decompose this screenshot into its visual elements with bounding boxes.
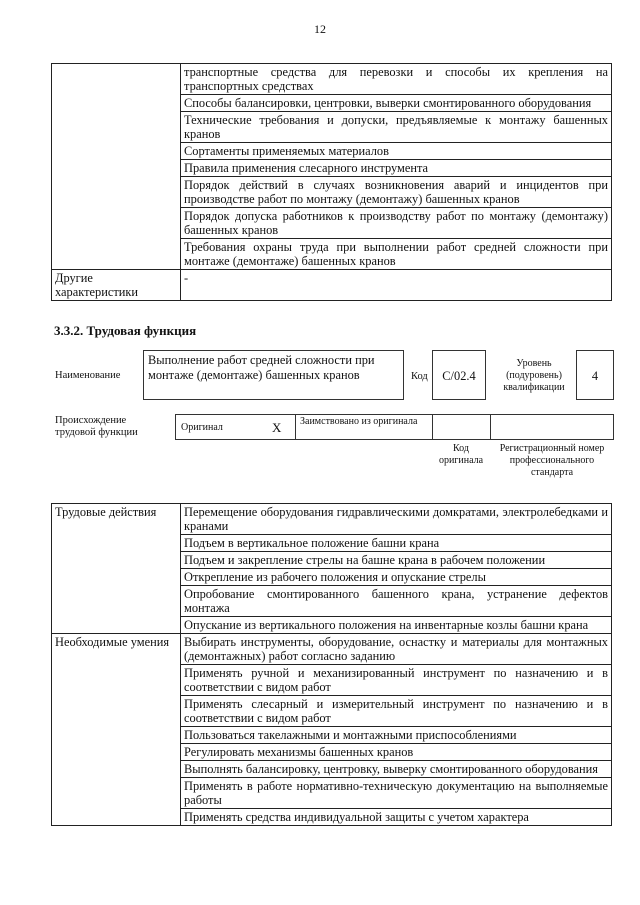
qualification-level-box: 4 xyxy=(576,350,614,400)
row-label-empty xyxy=(52,64,181,270)
code-label: Код xyxy=(411,371,428,382)
skill-item: Регулировать механизмы башенных кранов xyxy=(181,744,612,761)
knowledge-item: Порядок допуска работников к производству работ по монтажу (демонтажу) башенных кранов xyxy=(181,208,612,239)
code-original-caption: Код оригинала xyxy=(438,443,484,466)
knowledge-item: Порядок действий в случаях возникновения аварий и инцидентов при производстве работ по монтажу (демонтажу) башенных кранов xyxy=(181,177,612,208)
skill-item: Применять ручной и механизированный инструмент по назначению и в соответствии с видом работ xyxy=(181,665,612,696)
divider xyxy=(432,415,433,439)
table-row xyxy=(52,504,612,535)
action-item: Перемещение оборудования гидравлическими домкратами, электролебедками и кранами xyxy=(181,504,612,535)
knowledge-item: Требования охраны труда при выполнении работ средней сложности при монтаже (демонтаже) башенных кранов xyxy=(181,239,612,270)
action-item: Подъем в вертикальное положение башни крана xyxy=(181,535,612,552)
origin-label: Происхождение трудовой функции xyxy=(55,415,138,438)
knowledge-item: Технические требования и допуски, предъявляемые к монтажу башенных кранов xyxy=(181,112,612,143)
action-item: Открепление из рабочего положения и опускание стрелы xyxy=(181,569,612,586)
table-row xyxy=(52,270,612,301)
knowledge-table xyxy=(51,63,612,301)
section-heading: 3.3.2. Трудовая функция xyxy=(54,323,197,338)
qualification-level-label: Уровень (подуровень) квалификации xyxy=(503,358,565,393)
knowledge-item: Способы балансировки, центровки, выверки смонтированного оборудования xyxy=(181,95,612,112)
code-value-box: C/02.4 xyxy=(432,350,486,400)
table-row xyxy=(52,634,612,665)
action-item: Опускание из вертикального положения на инвентарные козлы башни крана xyxy=(181,617,612,634)
original-label: Оригинал xyxy=(181,422,223,433)
skill-item: Применять слесарный и измерительный инструмент по назначению и в соответствии с видом работ xyxy=(181,696,612,727)
divider xyxy=(295,415,296,439)
function-name-box: Выполнение работ средней сложности при монтаже (демонтаже) башенных кранов xyxy=(143,350,404,400)
skill-item: Применять в работе нормативно-техническую документацию на выполняемые работы xyxy=(181,778,612,809)
knowledge-item: Правила применения слесарного инструмента xyxy=(181,160,612,177)
table-row xyxy=(52,64,612,95)
actions-label: Трудовые действия xyxy=(52,504,181,634)
skill-item: Выбирать инструменты, оборудование, оснастку и материалы для монтажных (демонтажных) работ согласно заданию xyxy=(181,634,612,665)
other-characteristics-label: Другие характеристики xyxy=(52,270,181,301)
divider xyxy=(490,415,491,439)
borrowed-label: Заимствовано из оригинала xyxy=(300,416,418,427)
origin-box xyxy=(175,414,614,440)
original-mark: X xyxy=(272,420,282,435)
skill-item: Применять средства индивидуальной защиты с учетом характера xyxy=(181,809,612,826)
knowledge-item: Сортаменты применяемых материалов xyxy=(181,143,612,160)
skills-label: Необходимые умения xyxy=(52,634,181,826)
action-item: Подъем и закрепление стрелы на башне крана в рабочем положении xyxy=(181,552,612,569)
skill-item: Пользоваться такелажными и монтажными приспособлениями xyxy=(181,727,612,744)
page-number: 12 xyxy=(314,22,326,36)
other-characteristics-value: - xyxy=(181,270,612,301)
action-item: Опробование смонтированного башенного крана, устранение дефектов монтажа xyxy=(181,586,612,617)
function-details-table xyxy=(51,503,612,826)
skill-item: Выполнять балансировку, центровку, выверку смонтированного оборудования xyxy=(181,761,612,778)
knowledge-item: транспортные средства для перевозки и способы их крепления на транспортных средствах xyxy=(181,64,612,95)
name-label: Наименование xyxy=(55,370,121,381)
registration-number-caption: Регистрационный номер профессионального стандарта xyxy=(499,443,605,478)
